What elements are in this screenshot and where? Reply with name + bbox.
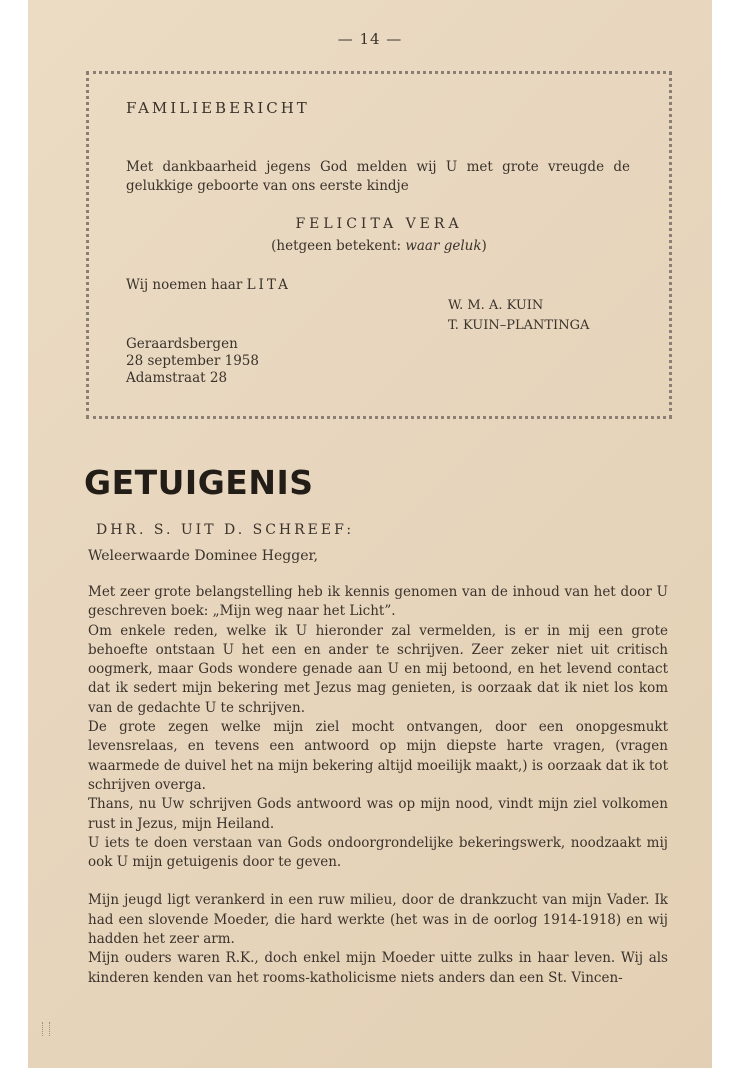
letter-paragraph: Mijn jeugd ligt verankerd in een ruw milieu, door de drankzucht van mijn Vader. Ik had een slovende Moeder, die hard werkte (het was in de oorlog 1914-1918) en wij hadden het zeer arm. xyxy=(88,892,668,948)
parents-names xyxy=(448,296,589,336)
place-and-date xyxy=(126,336,259,387)
mother-name: T. KUIN–PLANTINGA xyxy=(448,318,590,333)
nickname: LITA xyxy=(246,277,291,293)
letter-paragraph: De grote zegen welke mijn ziel mocht ontvangen, door een onopgesmukt levensrelaas, en tevens een antwoord op mijn diepste harte vragen, (vragen waarmede de duivel het na mijn bekering altijd moeilijk maakt,) is oorzaak dat ik tot schrijven overga. xyxy=(88,719,668,793)
letter-body xyxy=(88,583,668,988)
announcement-heading: FAMILIEBERICHT xyxy=(126,99,310,117)
letter-paragraph: Mijn ouders waren R.K., doch enkel mijn Moeder uitte zulks in haar leven. Wij als kinderen kenden van het rooms-katholicisme niets anders dan een St. Vincen- xyxy=(88,950,668,986)
child-name-meaning xyxy=(86,238,672,254)
letter-paragraph: Met zeer grote belangstelling heb ik kennis genomen van de inhoud van het door U geschreven boek: „Mijn weg naar het Licht”. xyxy=(88,584,668,620)
meaning-suffix: ) xyxy=(481,238,487,254)
nickname-line xyxy=(126,277,291,293)
margin-mark xyxy=(42,1022,50,1036)
document-page xyxy=(28,0,712,1068)
father-name: W. M. A. KUIN xyxy=(448,298,544,313)
letter-paragraph: Thans, nu Uw schrijven Gods antwoord was op mijn nood, vindt mijn ziel volkomen rust in Jezus, mijn Heiland. xyxy=(88,796,668,832)
child-name: FELICITA VERA xyxy=(295,216,463,232)
section-title: GETUIGENIS xyxy=(84,463,314,502)
letter-paragraph: U iets te doen verstaan van Gods ondoorgrondelijke bekeringswerk, noodzaakt mij ook U mijn getuigenis door te geven. xyxy=(88,834,668,871)
announcement-message: Met dankbaarheid jegens God melden wij U met grote vreugde de gelukkige geboorte van ons eerste kindje xyxy=(126,159,630,194)
place: Geraardsbergen xyxy=(126,336,238,352)
address: Adamstraat 28 xyxy=(126,370,228,386)
letter-salutation: Weleerwaarde Dominee Hegger, xyxy=(88,548,319,564)
nickname-prefix: Wij noemen haar xyxy=(126,277,247,293)
page-number: — 14 — xyxy=(337,30,403,48)
letter-header: DHR. S. UIT D. SCHREEF: xyxy=(96,522,355,538)
date: 28 september 1958 xyxy=(126,353,259,369)
meaning-prefix: (hetgeen betekent: xyxy=(271,238,406,254)
meaning-emphasis: waar geluk xyxy=(405,238,482,254)
letter-paragraph: Om enkele reden, welke ik U hieronder zal vermelden, is er in mij een grote behoefte ontstaan U het een en ander te schrijven. Zeer zeker niet uit critisch oogmerk, maar Gods wondere genade aan U en mij betoond, en het levend contact dat ik sedert mijn bekering met Jezus mag genieten, is oorzaak dat ik niet los kom van de gedachte U te schrijven. xyxy=(88,622,668,716)
